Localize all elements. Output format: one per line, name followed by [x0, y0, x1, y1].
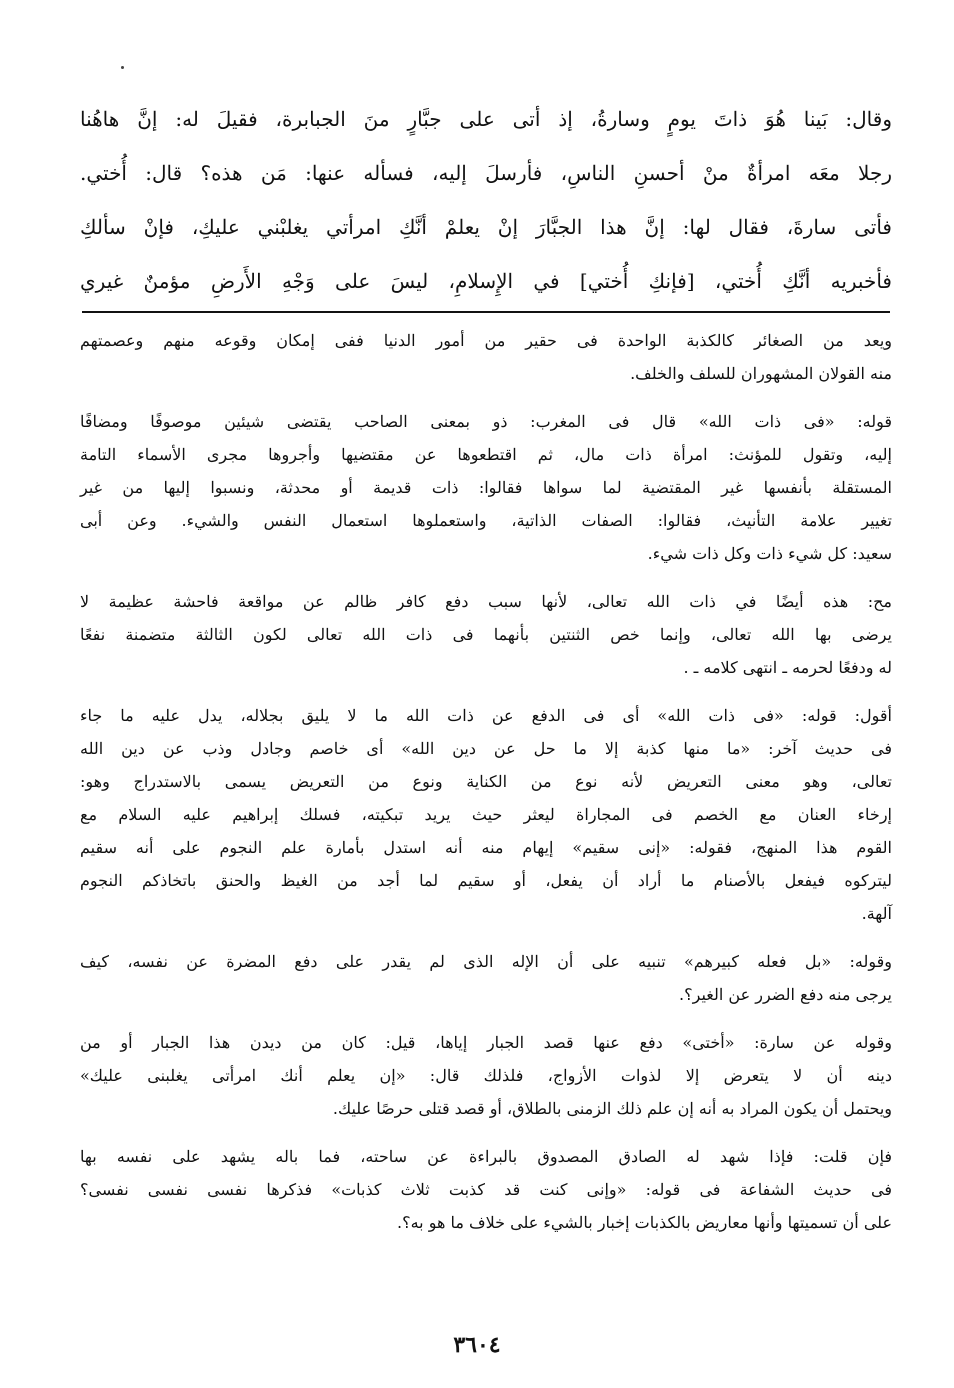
hadith-line: فأتى سارةَ، فقال لها: إنَّ هذا الجبَّارَ إنْ يعلمْ أنَّكِ امرأتي يغلبْني عليكِ، فإنْ سألكِ: [80, 215, 892, 239]
commentary-line: فى حديث آخر: «ما منها كذبة إلا ما حل عن دين الله» أى خاصم وجادل وذب عن دين الله: [80, 739, 892, 758]
commentary-paragraph: [80, 1026, 892, 1125]
commentary-line: وقوله: «بل فعله كبيرهم» تنبيه على أن الإله الذى لم يقدر على دفع المضرة عن نفسه، كيف: [80, 952, 892, 971]
commentary-line: مح: هذه أيضًا في ذات الله تعالى، لأنها سبب دفع كافر ظالم عن مواقعة فاحشة عظيمة لا: [80, 592, 892, 611]
commentary-line: فإن قلت: فإذا شهد له الصادق المصدوق بالبراءة عن ساحته، فما باله يشهد على نفسه بها: [80, 1147, 892, 1166]
commentary-line: فى حديث الشفاعة فى قوله: «وإنى كنت قد كذبت ثلاث كذبات» فذكرها نفسى نفسى نفسى؟: [80, 1180, 892, 1199]
commentary-line: آلهة.: [861, 904, 892, 923]
commentary-line: القوم هذا المنهج، فقوله: «إنى سقيم» إيهام منه أنه استدل بأمارة علم النجوم على أنه سقيم: [80, 838, 892, 857]
commentary-paragraph: [80, 699, 892, 930]
hadith-line: رجلا معَه امرأةٌ منْ أحسنِ الناسِ، فأرسلَ إليه، فسأله عنها: مَن هذه؟ قال: أُختي.: [80, 161, 892, 185]
commentary-line: دينه أن لا يتعرض إلا لذوات الأزواج، فلذلك قال: «إن يعلم أنك امرأتى يغلبنى عليك»: [80, 1066, 892, 1085]
commentary-line: ويعد من الصغائر كالكذبة الواحدة فى حقير من أمور الدنيا ففى إمكان وقوعه منهم وعصمتهم: [80, 331, 892, 350]
commentary-paragraph: [80, 324, 892, 390]
commentary-paragraph: [80, 585, 892, 684]
commentary-line: له ودفعًا لحرمه ـ انتهى كلامه ـ .: [683, 658, 892, 677]
commentary-line: تعالى، وهو معنى التعريض لأنه نوع من الكناية ونوع من التعريض يسمى بالاستدراج وهو:: [80, 772, 892, 791]
commentary-paragraph: [80, 405, 892, 570]
commentary-line: ويحتمل أن يكون المراد به أنه إن علم ذلك الزمنى بالطلاق، أو قصد قتلى حرصًا عليك.: [332, 1099, 892, 1118]
hadith-line: وقال: بَينا هُوَ ذاتَ يومٍ وسارةُ، إذ أتى على جبَّارٍ منَ الجبابرة، فقيلَ له: إنَّ هاهُنا: [80, 107, 892, 131]
commentary-line: المستقلة بأنفسها غير المقتضية لما سواها فقالوا: ذات قديمة أو محدثة، ونسبوا إليها من غير: [80, 478, 892, 497]
commentary-line: يرجى منه دفع الضرر عن الغير؟.: [679, 985, 892, 1004]
commentary-paragraph: [80, 945, 892, 1011]
commentary-line: يرضى بها الله تعالى، وإنما خص الثنتين بأنهما فى ذات الله تعالى لكون الثالثة متضمنة نفعًا: [80, 625, 892, 644]
hadith-text: [80, 92, 892, 308]
commentary-line: أقول: قوله: «فى ذات الله» أى فى الدفع عن ذات الله ما لا يليق بجلاله، يدل عليه ما جاء: [80, 706, 892, 725]
scan-speck: [121, 66, 124, 69]
commentary-line: إرخاء العنان مع الخصم فى المجاراة ليعثر حيث يريد تبكيته، فسلك إبراهيم عليه السلام مع: [80, 805, 892, 824]
hadith-line: فأخبريه أنَّكِ أُختي، [فإنكِ أُختي] في الإِسلامِ، ليسَ على وَجْهِ الأَرضِ مؤمنٌ غيري: [80, 269, 892, 293]
commentary: [80, 324, 892, 1239]
commentary-line: على أن تسميتها وأنها معاريض بالكذبات إخبار بالشيء على خلاف ما هو به؟.: [397, 1213, 892, 1232]
footnote-separator: [82, 311, 890, 313]
commentary-line: ليتركوه فيفعل بالأصنام ما أراد أن يفعل، أو سقيم لما أجد من الغيظ والحنق باتخاذكم النجوم: [80, 871, 892, 890]
commentary-line: سعيد: كل شيء ذات وكل ذات شيء.: [647, 544, 892, 563]
commentary-line: إليه، وتقول للمؤنث: امرأة ذات مال، ثم اقتطعوها عن مقتضيها وأجروها مجرى الأسماء التامة: [80, 445, 893, 464]
commentary-line: وقوله عن سارة: «أختى» دفع عنها قصد الجبار إياها، قيل: كان من ديدن هذا الجبار أو من: [80, 1033, 892, 1052]
commentary-line: تغيير علامة التأنيث، فقالوا: الصفات الذاتية، واستعملوها استعمال النفس والشيء. وعن أبى: [80, 511, 892, 530]
commentary-paragraph: [80, 1140, 892, 1239]
page-number: ٣٦٠٤: [453, 1332, 501, 1358]
commentary-line: قوله: «فى ذات الله» قال فى المغرب: ذو بمعنى الصاحب يقتضى شيئين موصوفًا ومضافًا: [80, 412, 892, 431]
commentary-line: منه القولان المشهوران للسلف والخلف.: [630, 364, 892, 383]
